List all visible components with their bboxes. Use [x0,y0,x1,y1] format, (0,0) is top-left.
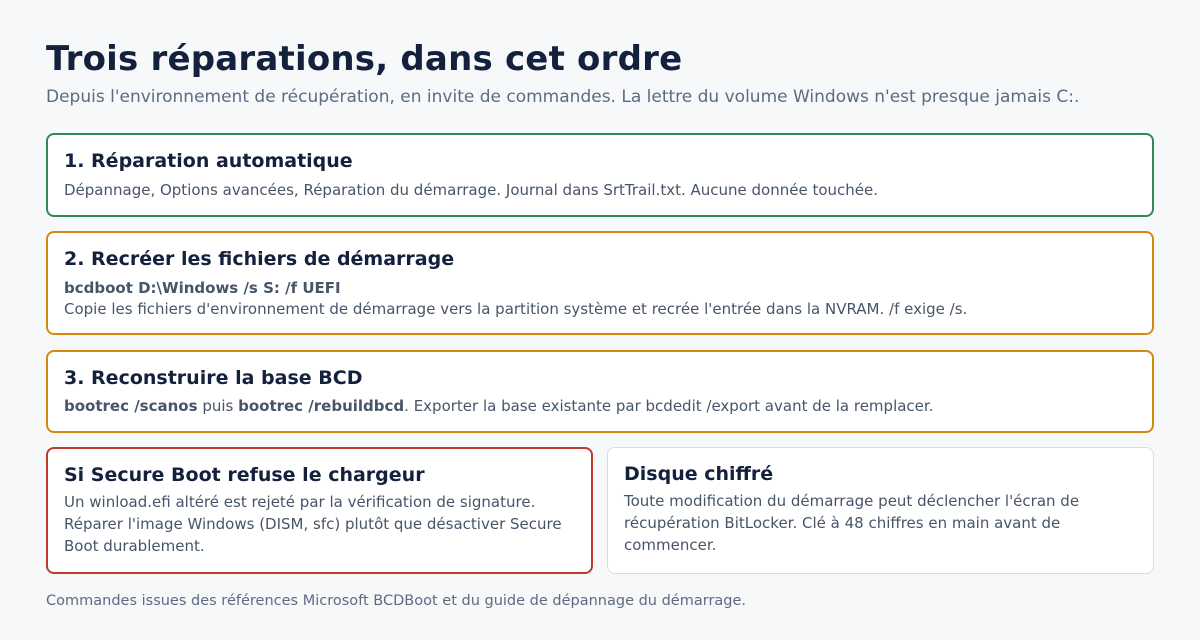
step-command: bootrec /scanos [64,397,198,415]
step-command: bcdboot D:\Windows /s S: /f UEFI [64,279,341,297]
step-description [64,395,1136,417]
step-description-text: . Exporter la base existante par bcdedit /export avant de la remplacer. [404,397,934,415]
page-content [46,38,1154,555]
note-title: Disque chiffré [624,463,774,485]
note-card-encrypted-disk [607,447,1154,574]
page-title: Trois réparations, dans cet ordre [46,39,683,79]
step-title: 1. Réparation automatique [64,150,353,172]
step-connector: puis [197,397,239,415]
step-command: bootrec /rebuildbcd [238,397,405,415]
step-description: Copie les fichiers d'environnement de démarrage vers la partition système et recrée l'entrée dans la NVRAM. /f exige /s. [64,300,968,318]
note-card-secure-boot [46,447,593,574]
step-title: 2. Recréer les fichiers de démarrage [64,248,455,270]
page-subtitle: Depuis l'environnement de récupération, en invite de commandes. La lettre du volume Windows n'est presque jamais C:. [46,87,1080,107]
footer-source-note: Commandes issues des références Microsoft BCDBoot et du guide de dépannage du démarrage. [46,593,747,609]
step-card-automatic-repair [46,133,1154,217]
step-title: 3. Reconstruire la base BCD [64,367,363,389]
note-description: Toute modification du démarrage peut déclencher l'écran de récupération BitLocker. Clé à 48 chiffres en main avant de commencer. [624,492,1080,554]
note-description: Un winload.efi altéré est rejeté par la vérification de signature. Réparer l'image Windows (DISM, sfc) plutôt que désactiver Secure Boot durablement. [64,493,562,555]
note-title: Si Secure Boot refuse le chargeur [64,464,425,486]
step-description: Dépannage, Options avancées, Réparation du démarrage. Journal dans SrtTrail.txt. Aucune donnée touchée. [64,181,879,199]
step-card-rebuild-bcd [46,350,1154,433]
step-card-recreate-boot-files [46,231,1154,335]
